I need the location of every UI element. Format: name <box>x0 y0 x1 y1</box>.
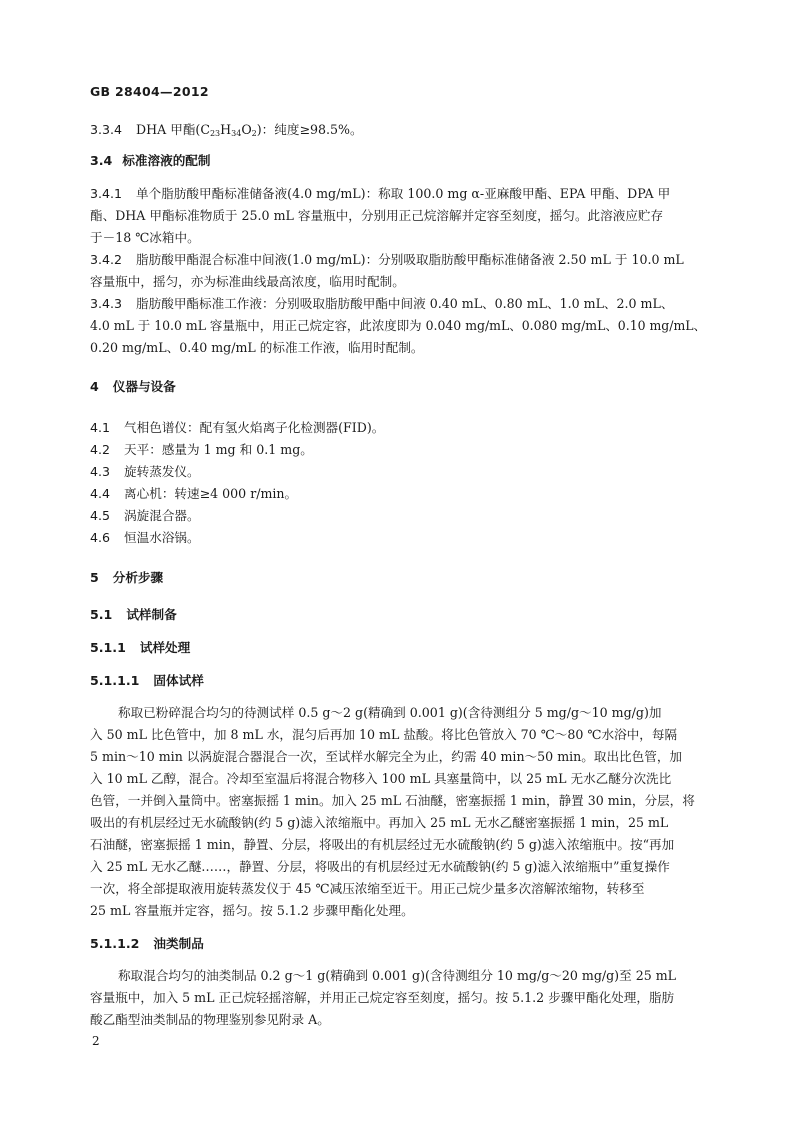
section-heading-5-1: 5.1 试样制备 <box>90 607 177 622</box>
paragraph-line: 25 mL 容量瓶并定容，摇匀。按 5.1.2 步骤甲酯化处理。 <box>90 903 414 918</box>
paragraph-line: 入 25 mL 无水乙醚……，静置、分层，将吸出的有机层经过无水硫酸钠(约 5 g)滤入浓缩瓶中”重复操作 <box>90 859 670 874</box>
paragraph-line: 石油醚，密塞振摇 1 min，静置、分层，将吸出的有机层经过无水硫酸钠(约 5 g)滤入浓缩瓶中。按“再加 <box>90 837 675 852</box>
paragraph-line: 酸乙酯型油类制品的物理鉴别参见附录 A。 <box>90 1012 330 1027</box>
section-heading-5-1-1-2: 5.1.1.2 油类制品 <box>90 936 204 951</box>
section-heading-3-4: 3.4 标准溶液的配制 <box>90 153 211 168</box>
list-item: 4.1 气相色谱仪：配有氢火焰离子化检测器(FID)。 <box>90 420 385 435</box>
standard-header: GB 28404—2012 <box>90 84 209 99</box>
section-heading-5-1-1: 5.1.1 试样处理 <box>90 640 191 655</box>
list-item: 4.6 恒温水浴锅。 <box>90 530 200 545</box>
clause-3-4-1-line3: 于－18 ℃冰箱中。 <box>90 230 200 245</box>
list-item: 4.4 离心机：转速≥4 000 r/min。 <box>90 486 298 501</box>
clause-number: 3.3.4 <box>90 122 123 137</box>
clause-3-4-3-line2: 4.0 mL 于 10.0 mL 容量瓶中，用正己烷定容，此浓度即为 0.040 mg/mL、0.080 mg/mL、0.10 mg/mL、 <box>90 318 707 333</box>
clause-3-4-1-line2: 酯、DHA 甲酯标准物质于 25.0 mL 容量瓶中，分别用正己烷溶解并定容至刻度，摇匀。此溶液应贮存 <box>90 208 664 223</box>
section-heading-5-1-1-1: 5.1.1.1 固体试样 <box>90 673 204 688</box>
clause-3-4-2-line2: 容量瓶中，摇匀，亦为标准曲线最高浓度，临用时配制。 <box>90 274 405 289</box>
paragraph-line: 5 min～10 min 以涡旋混合器混合一次，至试样水解完全为止，约需 40 min～50 min。取出比色管，加 <box>90 749 683 764</box>
clause-3-4-3-line1: 3.4.3 脂肪酸甲酯标准工作液：分别吸取脂肪酸甲酯中间液 0.40 mL、0.80 mL、1.0 mL、2.0 mL、 <box>90 296 674 311</box>
paragraph-line: 吸出的有机层经过无水硫酸钠(约 5 g)滤入浓缩瓶中。再加入 25 mL 无水乙醚密塞振摇 1 min，25 mL <box>90 815 669 830</box>
paragraph-line: 一次，将全部提取液用旋转蒸发仪于 45 ℃减压浓缩至近干。用正己烷少量多次溶解浓缩物，转移至 <box>90 881 645 896</box>
section-heading-4: 4 仪器与设备 <box>90 379 176 394</box>
paragraph-line: 容量瓶中，加入 5 mL 正己烷轻摇溶解，并用正己烷定容至刻度，摇匀。按 5.1.2 步骤甲酯化处理，脂肪 <box>90 990 675 1005</box>
paragraph-line: 色管，一并倒入量筒中。密塞振摇 1 min。加入 25 mL 石油醚，密塞振摇 1 min，静置 30 min，分层，将 <box>90 793 695 808</box>
paragraph-line: 称取已粉碎混合均匀的待测试样 0.5 g～2 g(精确到 0.001 g)(含待测组分 5 mg/g～10 mg/g)加 <box>118 705 662 720</box>
clause-3-4-2-line1: 3.4.2 脂肪酸甲酯混合标准中间液(1.0 mg/mL)：分别吸取脂肪酸甲酯标准储备液 2.50 mL 于 10.0 mL <box>90 252 684 267</box>
paragraph-line: 入 50 mL 比色管中，加 8 mL 水，混匀后再加 10 mL 盐酸。将比色管放入 70 ℃～80 ℃水浴中，每隔 <box>90 727 678 742</box>
section-heading-5: 5 分析步骤 <box>90 570 164 585</box>
clause-3-4-3-line3: 0.20 mg/mL、0.40 mg/mL 的标准工作液，临用时配制。 <box>90 340 424 355</box>
page-number: 2 <box>92 1034 100 1048</box>
paragraph-line: 入 10 mL 乙醇，混合。冷却至室温后将混合物移入 100 mL 具塞量筒中，以 25 mL 无水乙醚分次洗比 <box>90 771 672 786</box>
list-item: 4.5 涡旋混合器。 <box>90 508 200 523</box>
clause-3-3-4: 3.3.4 DHA 甲酯$(C_{23}H_{34}O_2)$：纯度≥98.5%。 <box>90 122 363 138</box>
clause-3-4-1-line1: 3.4.1 单个脂肪酸甲酯标准储备液(4.0 mg/mL)：称取 100.0 mg α-亚麻酸甲酯、EPA 甲酯、DPA 甲 <box>90 186 671 201</box>
list-item: 4.3 旋转蒸发仪。 <box>90 464 200 479</box>
list-item: 4.2 天平：感量为 1 mg 和 0.1 mg。 <box>90 442 313 457</box>
paragraph-line: 称取混合均匀的油类制品 0.2 g～1 g(精确到 0.001 g)(含待测组分 10 mg/g～20 mg/g)至 25 mL <box>118 968 677 983</box>
